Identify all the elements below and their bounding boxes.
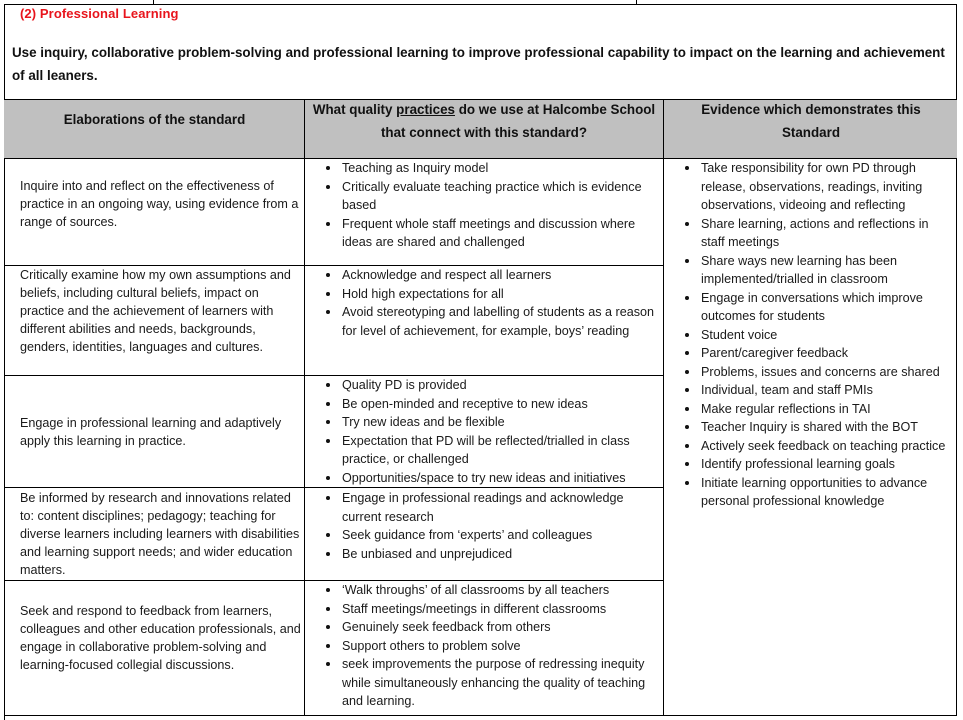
row-divider-3 — [4, 487, 664, 488]
evidence-item: Initiate learning opportunities to advance personal professional knowledge — [679, 474, 953, 511]
practice-item: Expectation that PD will be reflected/trialled in class practice, or challenged — [320, 432, 660, 469]
practices-list-4 — [320, 489, 660, 563]
evidence-list — [679, 159, 953, 511]
elaboration-2: Critically examine how my own assumptions and beliefs, including cultural beliefs, impact on practice and the achievement of learners with different abilities and needs, backgrounds, genders, identities, languages and cultures. — [20, 268, 291, 354]
practice-item: Staff meetings/meetings in different classrooms — [320, 600, 660, 619]
header-quality-practices — [310, 99, 658, 144]
practice-item: Avoid stereotyping and labelling of students as a reason for level of achievement, for example, boys’ reading — [320, 303, 660, 340]
section-title: (2) Professional Learning — [20, 6, 179, 21]
practice-item: Hold high expectations for all — [320, 285, 660, 304]
practice-item: ‘Walk throughs’ of all classrooms by all teachers — [320, 581, 660, 600]
evidence-item: Actively seek feedback on teaching practice — [679, 437, 953, 456]
evidence-item: Teacher Inquiry is shared with the BOT — [679, 418, 953, 437]
practices-list-1 — [320, 159, 660, 252]
elaboration-3: Engage in professional learning and adaptively apply this learning in practice. — [20, 416, 282, 448]
practice-item: Teaching as Inquiry model — [320, 159, 660, 178]
practice-item: Be unbiased and unprejudiced — [320, 545, 660, 564]
elaboration-5: Seek and respond to feedback from learners, colleagues and other education professionals, and engage in collaborative problem-solving and learning-focused collegial discussions. — [20, 604, 301, 672]
practice-item: Seek guidance from ‘experts’ and colleagues — [320, 526, 660, 545]
practice-item: Critically evaluate teaching practice which is evidence based — [320, 178, 660, 215]
practice-item: Genuinely seek feedback from others — [320, 618, 660, 637]
practice-item: Quality PD is provided — [320, 376, 660, 395]
elaboration-4: Be informed by research and innovations related to: content disciplines; pedagogy; teaching for diverse learners including learners with disabilities and learning support needs; and wider education matters. — [20, 491, 300, 577]
elaboration-1: Inquire into and reflect on the effectiveness of practice in an ongoing way, using evidence from a range of sources. — [20, 179, 299, 229]
evidence-item: Share ways new learning has been implemented/trialled in classroom — [679, 252, 953, 289]
evidence-item: Student voice — [679, 326, 953, 345]
evidence-item: Share learning, actions and reflections in staff meetings — [679, 215, 953, 252]
practice-item: Acknowledge and respect all learners — [320, 266, 660, 285]
column-divider-2 — [663, 99, 664, 716]
practice-item: Support others to problem solve — [320, 637, 660, 656]
practices-list-5 — [320, 581, 660, 711]
practice-item: seek improvements the purpose of redressing inequity while simultaneously enhancing the quality of teaching and learning. — [320, 655, 660, 711]
standard-statement: Use inquiry, collaborative problem-solving and professional learning to improve professional capability to impact on the learning and achievement of all leaners. — [12, 45, 945, 83]
evidence-item: Individual, team and staff PMIs — [679, 381, 953, 400]
evidence-item: Identify professional learning goals — [679, 455, 953, 474]
practice-item: Engage in professional readings and acknowledge current research — [320, 489, 660, 526]
column-divider-1 — [304, 99, 305, 716]
table-bottom-border — [4, 715, 957, 716]
evidence-item: Problems, issues and concerns are shared — [679, 363, 953, 382]
evidence-item: Take responsibility for own PD through release, observations, readings, inviting observations, videoing and reflecting — [679, 159, 953, 215]
practices-list-3 — [320, 376, 660, 487]
header-practices-pre: What quality — [312, 102, 397, 117]
evidence-item: Parent/caregiver feedback — [679, 344, 953, 363]
header-practices-underlined: practices — [396, 102, 455, 117]
header-practices-post: do we use at Halcombe School that connect with this standard? — [380, 102, 656, 140]
practice-item: Try new ideas and be flexible — [320, 413, 660, 432]
title-block-top-border — [4, 4, 957, 5]
practices-list-2 — [320, 266, 660, 340]
evidence-item: Make regular reflections in TAI — [679, 400, 953, 419]
evidence-item: Engage in conversations which improve outcomes for students — [679, 289, 953, 326]
practice-item: Be open-minded and receptive to new ideas — [320, 395, 660, 414]
practice-item: Frequent whole staff meetings and discussion where ideas are shared and challenged — [320, 215, 660, 252]
header-evidence: Evidence which demonstrates this Standard — [701, 102, 921, 140]
header-elaborations: Elaborations of the standard — [63, 112, 246, 127]
practice-item: Opportunities/space to try new ideas and initiatives — [320, 469, 660, 488]
